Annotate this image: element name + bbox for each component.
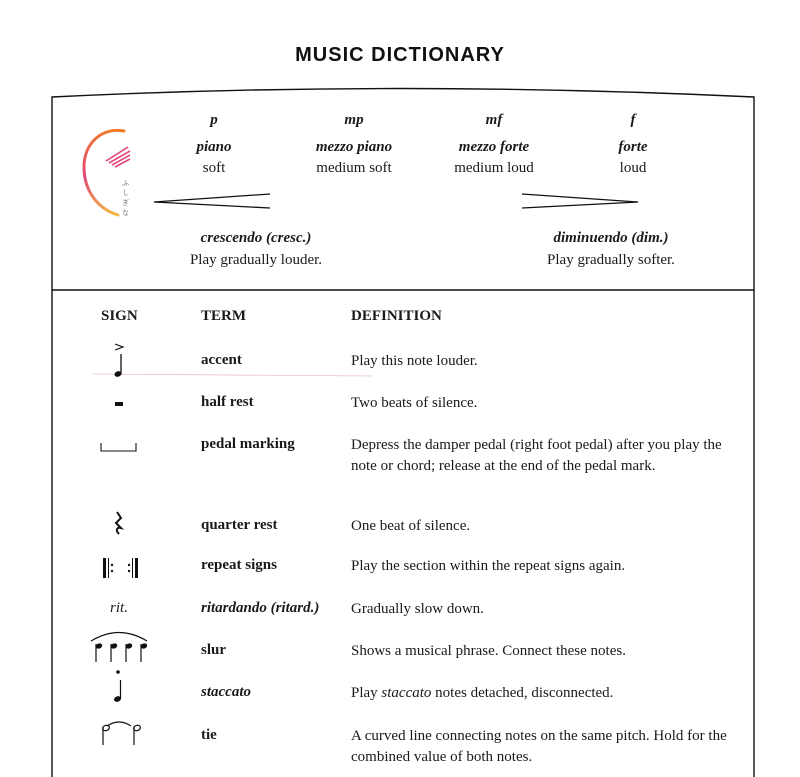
definition-staccato	[351, 683, 751, 704]
definition-staccato-suffix: notes detached, disconnected.	[431, 685, 614, 701]
dynamic-symbol: mf	[485, 112, 503, 128]
diminuendo-hairpin-icon	[520, 192, 640, 210]
header-sign: SIGN	[101, 308, 138, 324]
dynamic-symbol: mp	[344, 112, 364, 128]
staccato-note-icon	[86, 668, 152, 706]
term-quarter-rest: quarter rest	[201, 517, 278, 533]
dynamic-term: mezzo piano	[315, 139, 393, 155]
diminuendo-term: diminuendo (dim.)	[553, 230, 669, 246]
accent-note-icon	[86, 340, 152, 382]
dynamic-forte	[568, 110, 698, 178]
header-term: TERM	[201, 308, 246, 324]
repeat-signs-icon	[86, 555, 152, 581]
dynamic-mezzo-piano	[289, 110, 419, 178]
definition-half-rest: Two beats of silence.	[351, 395, 478, 411]
crescendo-term: crescendo (cresc.)	[200, 230, 312, 246]
term-slur: slur	[201, 642, 227, 658]
dynamic-symbol: p	[210, 112, 218, 128]
definition-tie: A curved line connecting notes on the same pitch. Hold for the combined value of both notes.	[351, 728, 727, 765]
dynamic-meaning: medium loud	[454, 160, 534, 176]
definition-pedal-marking: Depress the damper pedal (right foot pedal) after you play the note or chord; release at the end of the pedal mark.	[351, 437, 722, 474]
dynamic-term: forte	[618, 139, 648, 155]
dynamic-meaning: soft	[202, 160, 226, 176]
quarter-rest-icon	[86, 509, 152, 537]
definition-accent: Play this note louder.	[351, 353, 478, 369]
crescendo-entry	[156, 228, 356, 272]
dynamic-meaning: loud	[619, 160, 647, 176]
definition-slur: Shows a musical phrase. Connect these notes.	[351, 643, 626, 659]
term-ritardando: ritardando (ritard.)	[201, 600, 320, 616]
half-rest-icon	[86, 392, 152, 416]
definition-ritardando: Gradually slow down.	[351, 601, 484, 617]
definition-repeat-signs: Play the section within the repeat signs again.	[351, 558, 626, 574]
svg-text:ふ: ふ	[122, 179, 129, 187]
definition-staccato-prefix: Play	[351, 685, 382, 701]
dynamic-mezzo-forte	[429, 110, 559, 178]
stamp-logo	[78, 125, 144, 229]
ritardando-sign: rit.	[110, 600, 128, 616]
pedal-marking-icon	[86, 434, 152, 460]
term-staccato: staccato	[201, 684, 251, 700]
dynamic-meaning: medium soft	[316, 160, 392, 176]
term-pedal-marking: pedal marking	[201, 436, 295, 452]
slur-icon	[86, 630, 152, 666]
header-definition: DEFINITION	[351, 308, 442, 324]
diminuendo-entry	[511, 228, 711, 272]
page-title: MUSIC DICTIONARY	[295, 44, 505, 66]
term-repeat-signs: repeat signs	[201, 557, 277, 573]
dynamic-term: mezzo forte	[458, 139, 530, 155]
term-tie: tie	[201, 727, 217, 743]
tie-icon	[86, 718, 152, 748]
definition-staccato-emphasis: staccato	[381, 685, 432, 701]
dynamic-symbol: f	[630, 112, 636, 128]
diminuendo-definition: Play gradually softer.	[547, 252, 675, 268]
dynamic-term: piano	[196, 139, 232, 155]
definition-quarter-rest: One beat of silence.	[351, 518, 471, 534]
crescendo-hairpin-icon	[152, 192, 272, 210]
dynamic-piano	[149, 110, 279, 178]
svg-text:な: な	[122, 209, 129, 217]
crescendo-definition: Play gradually louder.	[189, 252, 323, 268]
svg-text:ぎ: ぎ	[122, 199, 129, 207]
term-half-rest: half rest	[201, 394, 254, 410]
term-accent: accent	[201, 352, 242, 368]
svg-text:し: し	[122, 189, 129, 197]
